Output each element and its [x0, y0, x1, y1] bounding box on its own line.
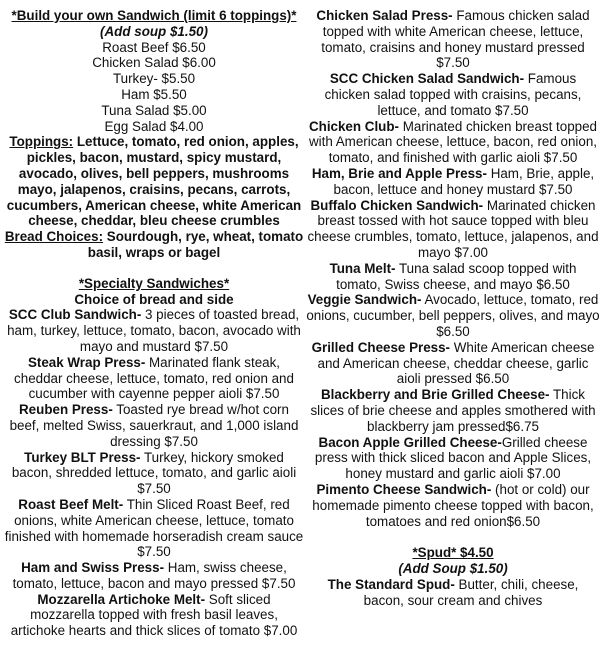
menu-item: [306, 119, 600, 166]
menu-item-description: Turkey, hickory smoked bacon, shredded lettuce, tomato, and garlic aioli $7.50: [11, 449, 297, 497]
menu-item-name: Reuben Press-: [19, 402, 113, 418]
menu-item: [306, 577, 600, 609]
protein-item: Tuna Salad $5.00: [101, 102, 207, 118]
menu-item: [306, 340, 600, 387]
spud-title: *Spud* $4.50: [412, 545, 494, 561]
toppings-label: Toppings:: [9, 134, 74, 150]
menu-item: [4, 592, 304, 639]
menu-item-name: Veggie Sandwich-: [307, 292, 422, 308]
menu-item-description: Toasted rye bread w/hot corn beef, melted Swiss, sauerkraut, and 1,000 island dressing $7.50: [9, 402, 299, 449]
menu-item-name: SCC Chicken Salad Sandwich-: [329, 71, 525, 87]
menu-item-name: Grilled Cheese Press-: [311, 339, 451, 355]
spud-soup-note: (Add Soup $1.50): [398, 561, 508, 577]
menu-item: [306, 292, 600, 339]
bread-list: Sourdough, rye, wheat, tomato basil, wraps or bagel: [87, 229, 304, 260]
menu-item: [306, 198, 600, 261]
build-soup-note: (Add soup $1.50): [100, 23, 208, 39]
menu-item-name: Bacon Apple Grilled Cheese-: [318, 434, 502, 450]
specialty-list: [4, 307, 304, 639]
menu-item-description: Thick slices of brie cheese and apples smothered with blackberry jam pressed$6.75: [310, 387, 596, 434]
protein-item: Egg Salad $4.00: [104, 118, 204, 134]
menu-item-description: (hot or cold) our homemade pimento cheese topped with bacon, tomatoes and red onion$6.50: [312, 481, 594, 529]
menu-item-description: Marinated chicken breast tossed with hot sauce topped with bleu cheese crumbles, tomato, lettuce, jalapenos, and mayo $7.00: [307, 197, 599, 260]
toppings: [4, 134, 304, 229]
menu-item-name: Chicken Club-: [308, 118, 399, 134]
menu-item-name: Steak Wrap Press-: [27, 354, 146, 370]
menu-item-description: Marinated flank steak, cheddar cheese, lettuce, tomato, red onion and cucumber with cayenne pepper aioli $7.50: [14, 354, 294, 402]
menu-item-description: Famous chicken salad topped with craisins, pecans, lettuce, and tomato $7.50: [324, 71, 582, 118]
specialty-list-continued: [306, 8, 600, 529]
menu-item: [306, 482, 600, 529]
menu-item-name: Pimento Cheese Sandwich-: [316, 481, 492, 497]
menu-item-name: The Standard Spud-: [327, 576, 455, 592]
menu-item: [4, 450, 304, 497]
menu-item-name: Tuna Melt-: [329, 260, 396, 276]
menu-item-description: Soft sliced mozzarella topped with fresh basil leaves, artichoke hearts and thick slices of tomato $7.00: [10, 591, 298, 639]
menu-item: [4, 307, 304, 354]
bread-choices: [4, 229, 304, 261]
right-column: [306, 8, 600, 608]
menu-item-name: Buffalo Chicken Sandwich-: [310, 197, 484, 213]
menu-item: [306, 387, 600, 434]
specialty-subtitle: Choice of bread and side: [74, 291, 234, 307]
menu-item-name: SCC Club Sandwich-: [8, 307, 142, 323]
menu-item: [306, 435, 600, 482]
menu-item-name: Ham, Brie and Apple Press-: [311, 165, 487, 181]
menu-item: [4, 402, 304, 449]
left-column: [4, 8, 304, 639]
menu-item: [306, 8, 600, 71]
protein-item: Roast Beef $6.50: [102, 39, 206, 55]
menu-item: [4, 497, 304, 560]
protein-item: Chicken Salad $6.00: [92, 55, 216, 71]
protein-item: Turkey- $5.50: [112, 71, 196, 87]
menu-item-description: Thin Sliced Roast Beef, red onions, white American cheese, lettuce, tomato finished with homemade horseradish cream sauce $7.50: [4, 496, 304, 560]
menu-item-name: Roast Beef Melt-: [18, 496, 124, 512]
menu-item-description: Avocado, lettuce, tomato, red onions, cucumber, bell peppers, olives, and mayo $6.50: [306, 292, 600, 339]
menu-item: [4, 355, 304, 402]
menu-item-description: Ham, swiss cheese, tomato, lettuce, bacon and mayo pressed $7.50: [12, 560, 296, 591]
menu-item: [306, 261, 600, 293]
specialty-title: *Specialty Sandwiches*: [78, 275, 230, 291]
menu-item-name: Chicken Salad Press-: [316, 8, 453, 23]
menu-item: [306, 166, 600, 198]
menu-item-description: 3 pieces of toasted bread, ham, turkey, lettuce, tomato, bacon, avocado with mayo and mustard $7.50: [7, 307, 301, 354]
menu-item-name: Turkey BLT Press-: [24, 449, 141, 465]
menu-item-description: Ham, Brie, apple, bacon, lettuce and honey mustard $7.50: [333, 165, 595, 197]
protein-item: Ham $5.50: [121, 86, 187, 102]
menu-item-name: Ham and Swiss Press-: [21, 560, 165, 576]
menu-item-name: Mozzarella Artichoke Melt-: [37, 591, 206, 607]
build-title: *Build your own Sandwich (limit 6 toppings)*: [11, 8, 297, 23]
menu-item-description: White American cheese and American cheese, cheddar cheese, garlic aioli pressed $6.50: [317, 339, 595, 387]
menu-item-description: Marinated chicken breast topped with American cheese, lettuce, bacon, red onion, tomato, and finished with garlic aioli $7.50: [308, 118, 598, 166]
menu-item: [4, 560, 304, 592]
spud-list: [306, 577, 600, 609]
menu-item-name: Blackberry and Brie Grilled Cheese-: [321, 387, 550, 403]
menu-item-description: Tuna salad scoop topped with tomato, Swiss cheese, and mayo $6.50: [336, 260, 577, 292]
menu-item-description: Butter, chili, cheese, bacon, sour cream and chives: [363, 576, 579, 608]
bread-label: Bread Choices:: [4, 229, 104, 245]
toppings-list: Lettuce, tomato, red onion, apples, pickles, bacon, mustard, spicy mustard, avocado, olives, bell peppers, mushrooms mayo, jalapenos, craisins, pecans, carrots, cucumbers, American cheese, white American cheese, cheddar, bleu cheese crumbles: [6, 134, 302, 229]
menu-item-description: Grilled cheese press with thick sliced bacon and Apple Slices, honey mustard and garlic aioli $7.00: [314, 434, 592, 482]
menu-item: [306, 71, 600, 118]
menu-item-description: Famous chicken salad topped with white American cheese, lettuce, tomato, craisins and honey mustard pressed $7.50: [321, 8, 590, 71]
